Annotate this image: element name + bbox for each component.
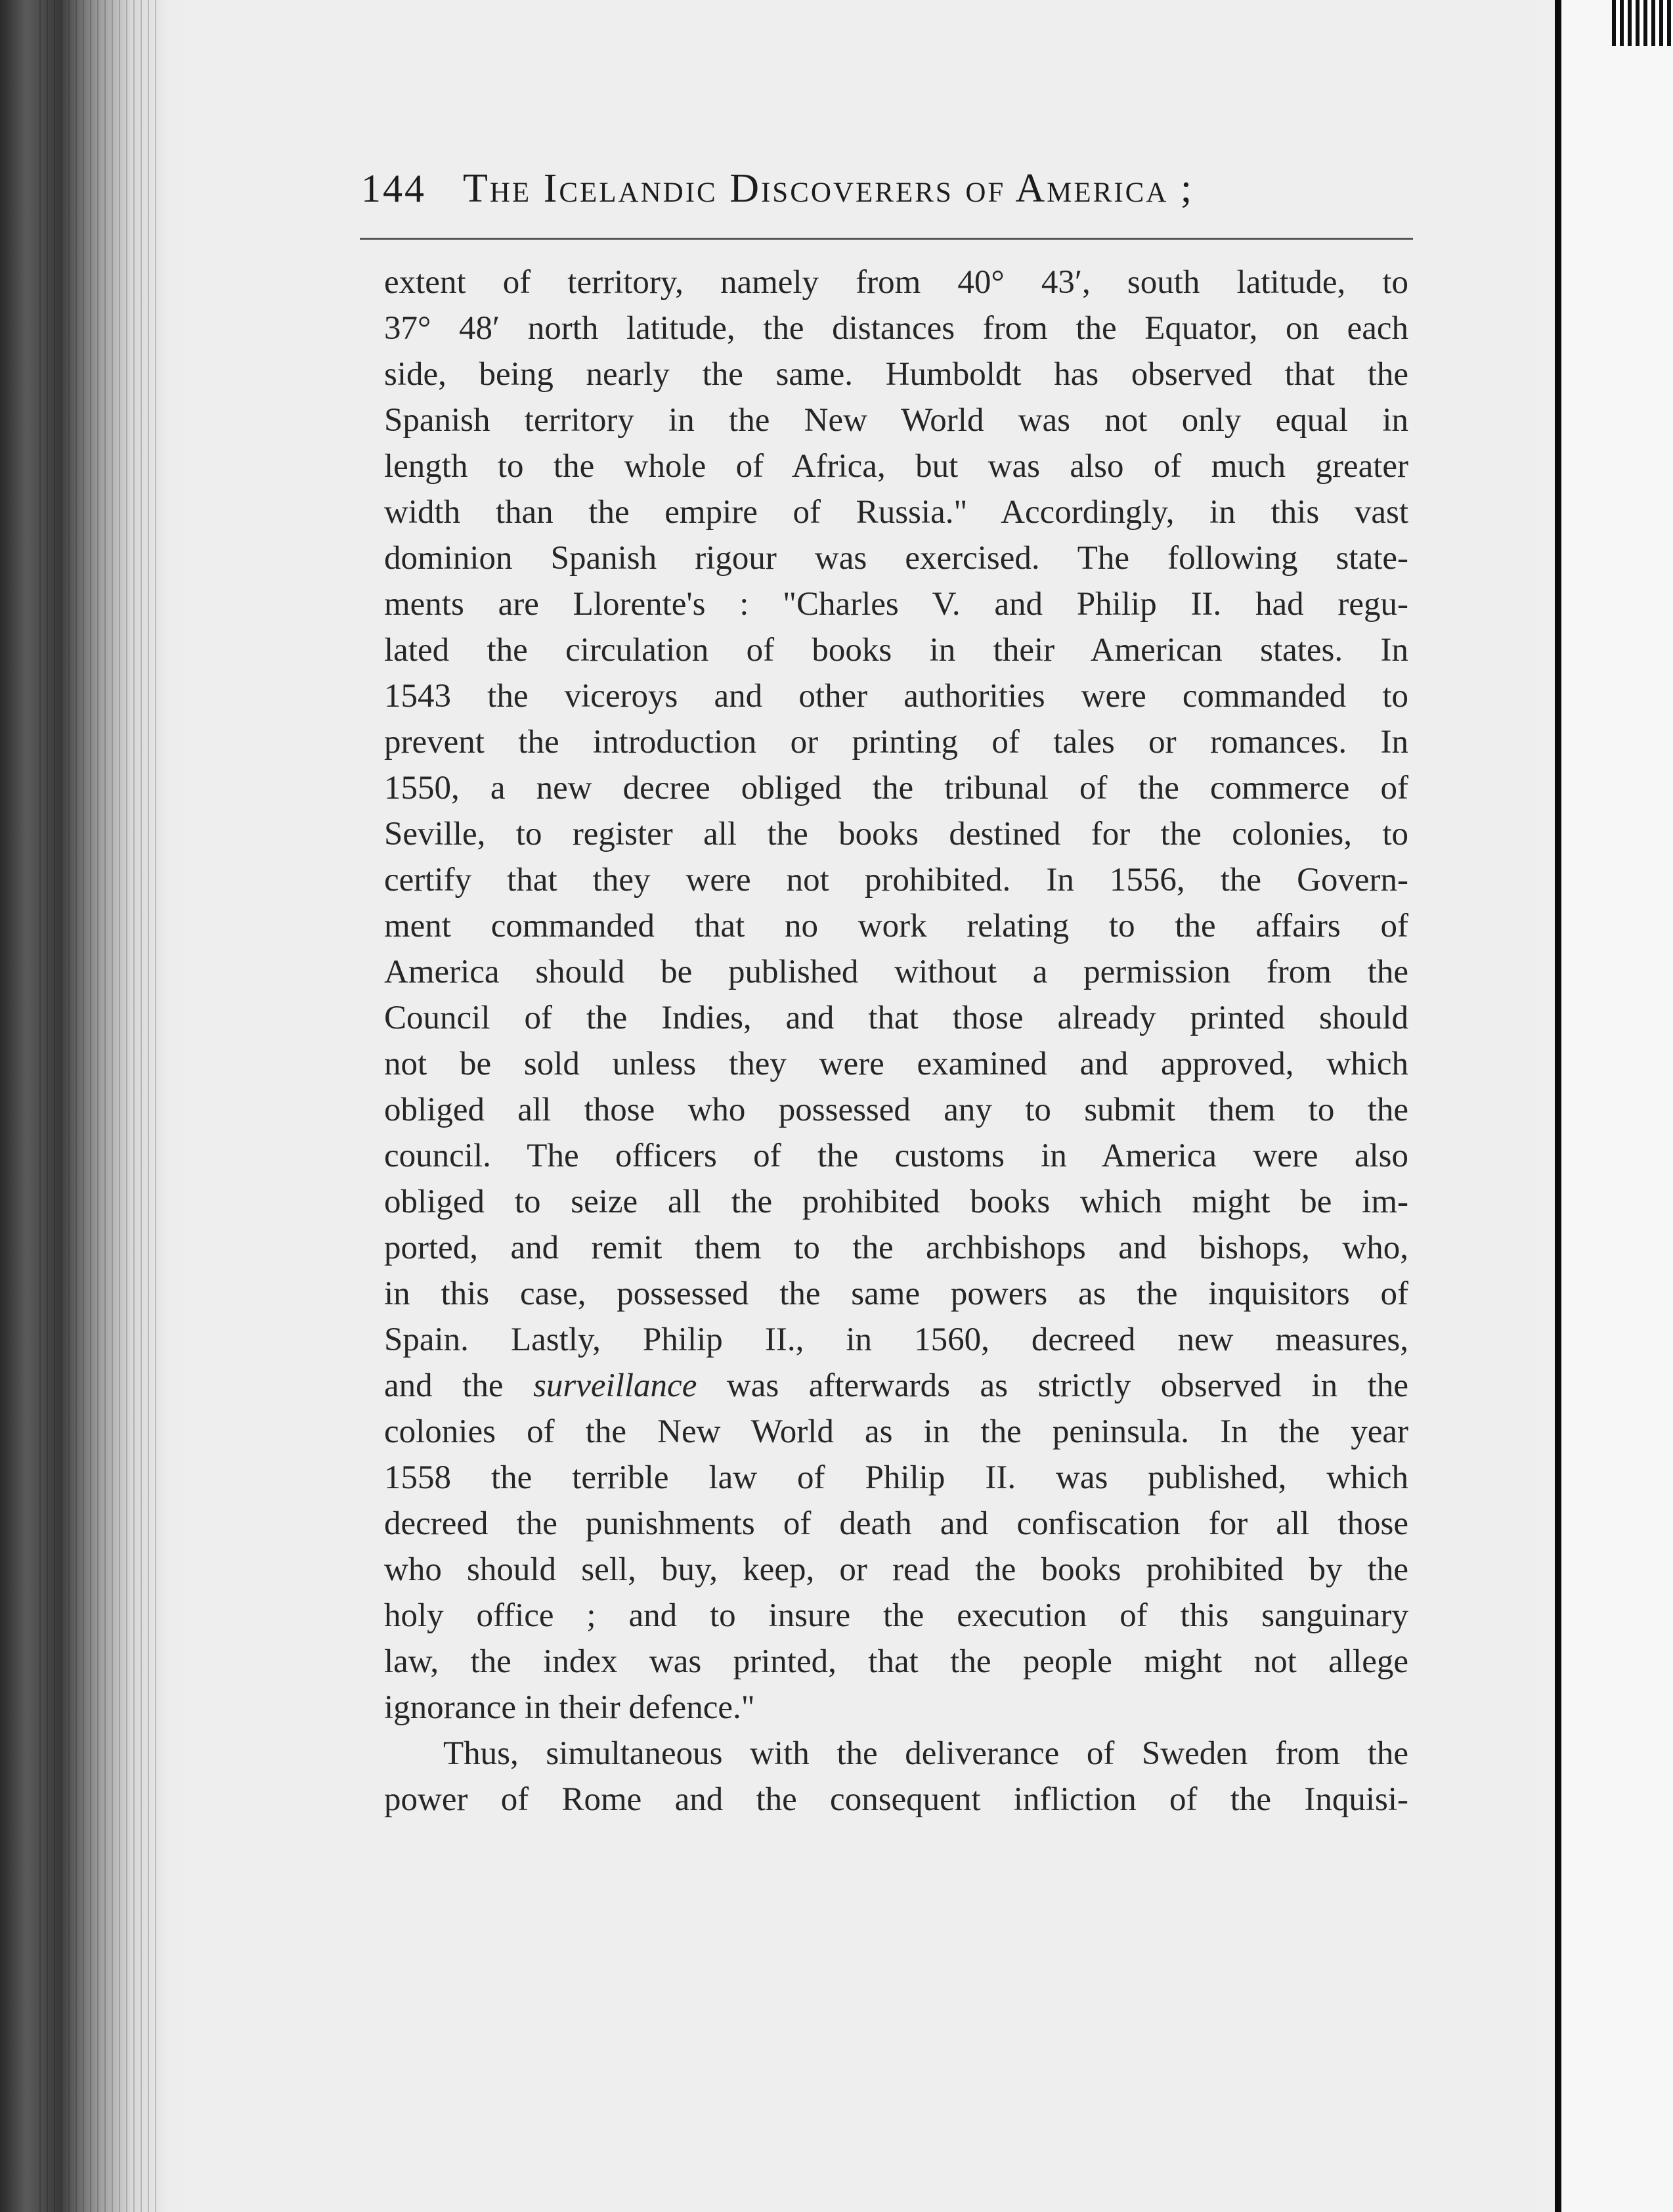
text-line: prevent the introduction or printing of tales or romances. In xyxy=(384,724,1408,761)
text-line: decreed the punishments of death and confiscation for all those xyxy=(384,1505,1408,1542)
text-line: Council of the Indies, and that those already printed should xyxy=(384,1000,1408,1036)
text-line: in this case, possessed the same powers as the inquisitors of xyxy=(384,1275,1408,1312)
text-line: 37° 48′ north latitude, the distances from the Equator, on each xyxy=(384,310,1408,347)
body-text xyxy=(384,259,1408,1823)
text-line: 1543 the viceroys and other authorities were commanded to xyxy=(384,678,1408,715)
facing-page-rule xyxy=(1555,0,1561,2212)
facing-page-edge xyxy=(1555,0,1673,2212)
text-line: dominion Spanish rigour was exercised. The following state- xyxy=(384,540,1408,577)
book-gutter-page-edges xyxy=(39,0,158,2212)
text-line: ment commanded that no work relating to the affairs of xyxy=(384,908,1408,944)
text-line: length to the whole of Africa, but was also of much greater xyxy=(384,448,1408,485)
text-line: lated the circulation of books in their American states. In xyxy=(384,632,1408,669)
text-line: width than the empire of Russia." Accordingly, in this vast xyxy=(384,494,1408,531)
text-line: not be sold unless they were examined and approved, which xyxy=(384,1046,1408,1082)
text-line: ignorance in their defence." xyxy=(384,1689,755,1726)
text-line: Spanish territory in the New World was not only equal in xyxy=(384,402,1408,439)
text-fragment: and the xyxy=(384,1367,534,1404)
text-line: colonies of the New World as in the peninsula. In the year xyxy=(384,1413,1408,1450)
text-line: Thus, simultaneous with the deliverance of Sweden from the xyxy=(443,1735,1408,1772)
page-number: 144 xyxy=(361,167,426,210)
text-line: holy office ; and to insure the execution of this sanguinary xyxy=(384,1597,1408,1634)
header-rule xyxy=(360,238,1413,240)
italic-word: surveillance xyxy=(533,1367,697,1404)
text-line: 1558 the terrible law of Philip II. was published, which xyxy=(384,1459,1408,1496)
text-line: side, being nearly the same. Humboldt has observed that the xyxy=(384,356,1408,393)
text-line: obliged all those who possessed any to submit them to the xyxy=(384,1092,1408,1128)
text-line-surveillance xyxy=(384,1363,1408,1409)
text-line: Spain. Lastly, Philip II., in 1560, decreed new measures, xyxy=(384,1321,1408,1358)
text-line: ments are Llorente's : "Charles V. and Philip II. had regu- xyxy=(384,586,1408,623)
text-line: certify that they were not prohibited. In 1556, the Govern- xyxy=(384,862,1408,898)
page-header xyxy=(361,166,1412,225)
text-line: ported, and remit them to the archbishops and bishops, who, xyxy=(384,1229,1408,1266)
text-line: obliged to seize all the prohibited books which might be im- xyxy=(384,1183,1408,1220)
text-line: extent of territory, namely from 40° 43′, south latitude, to xyxy=(384,264,1408,301)
facing-page-corner xyxy=(1612,0,1673,46)
running-head: The Icelandic Discoverers of America ; xyxy=(463,166,1194,211)
text-line: council. The officers of the customs in America were also xyxy=(384,1138,1408,1174)
paragraph-2 xyxy=(384,1731,1408,1823)
text-line: America should be published without a permission from the xyxy=(384,954,1408,990)
text-line: who should sell, buy, keep, or read the books prohibited by the xyxy=(384,1551,1408,1588)
text-line: law, the index was printed, that the people might not allege xyxy=(384,1643,1408,1680)
text-line: 1550, a new decree obliged the tribunal of the commerce of xyxy=(384,770,1408,807)
paragraph-1 xyxy=(384,259,1408,1731)
text-line: Seville, to register all the books destined for the colonies, to xyxy=(384,816,1408,852)
text-fragment: was afterwards as strictly observed in the xyxy=(697,1367,1408,1404)
text-line: power of Rome and the consequent infliction of the Inquisi- xyxy=(384,1781,1408,1818)
